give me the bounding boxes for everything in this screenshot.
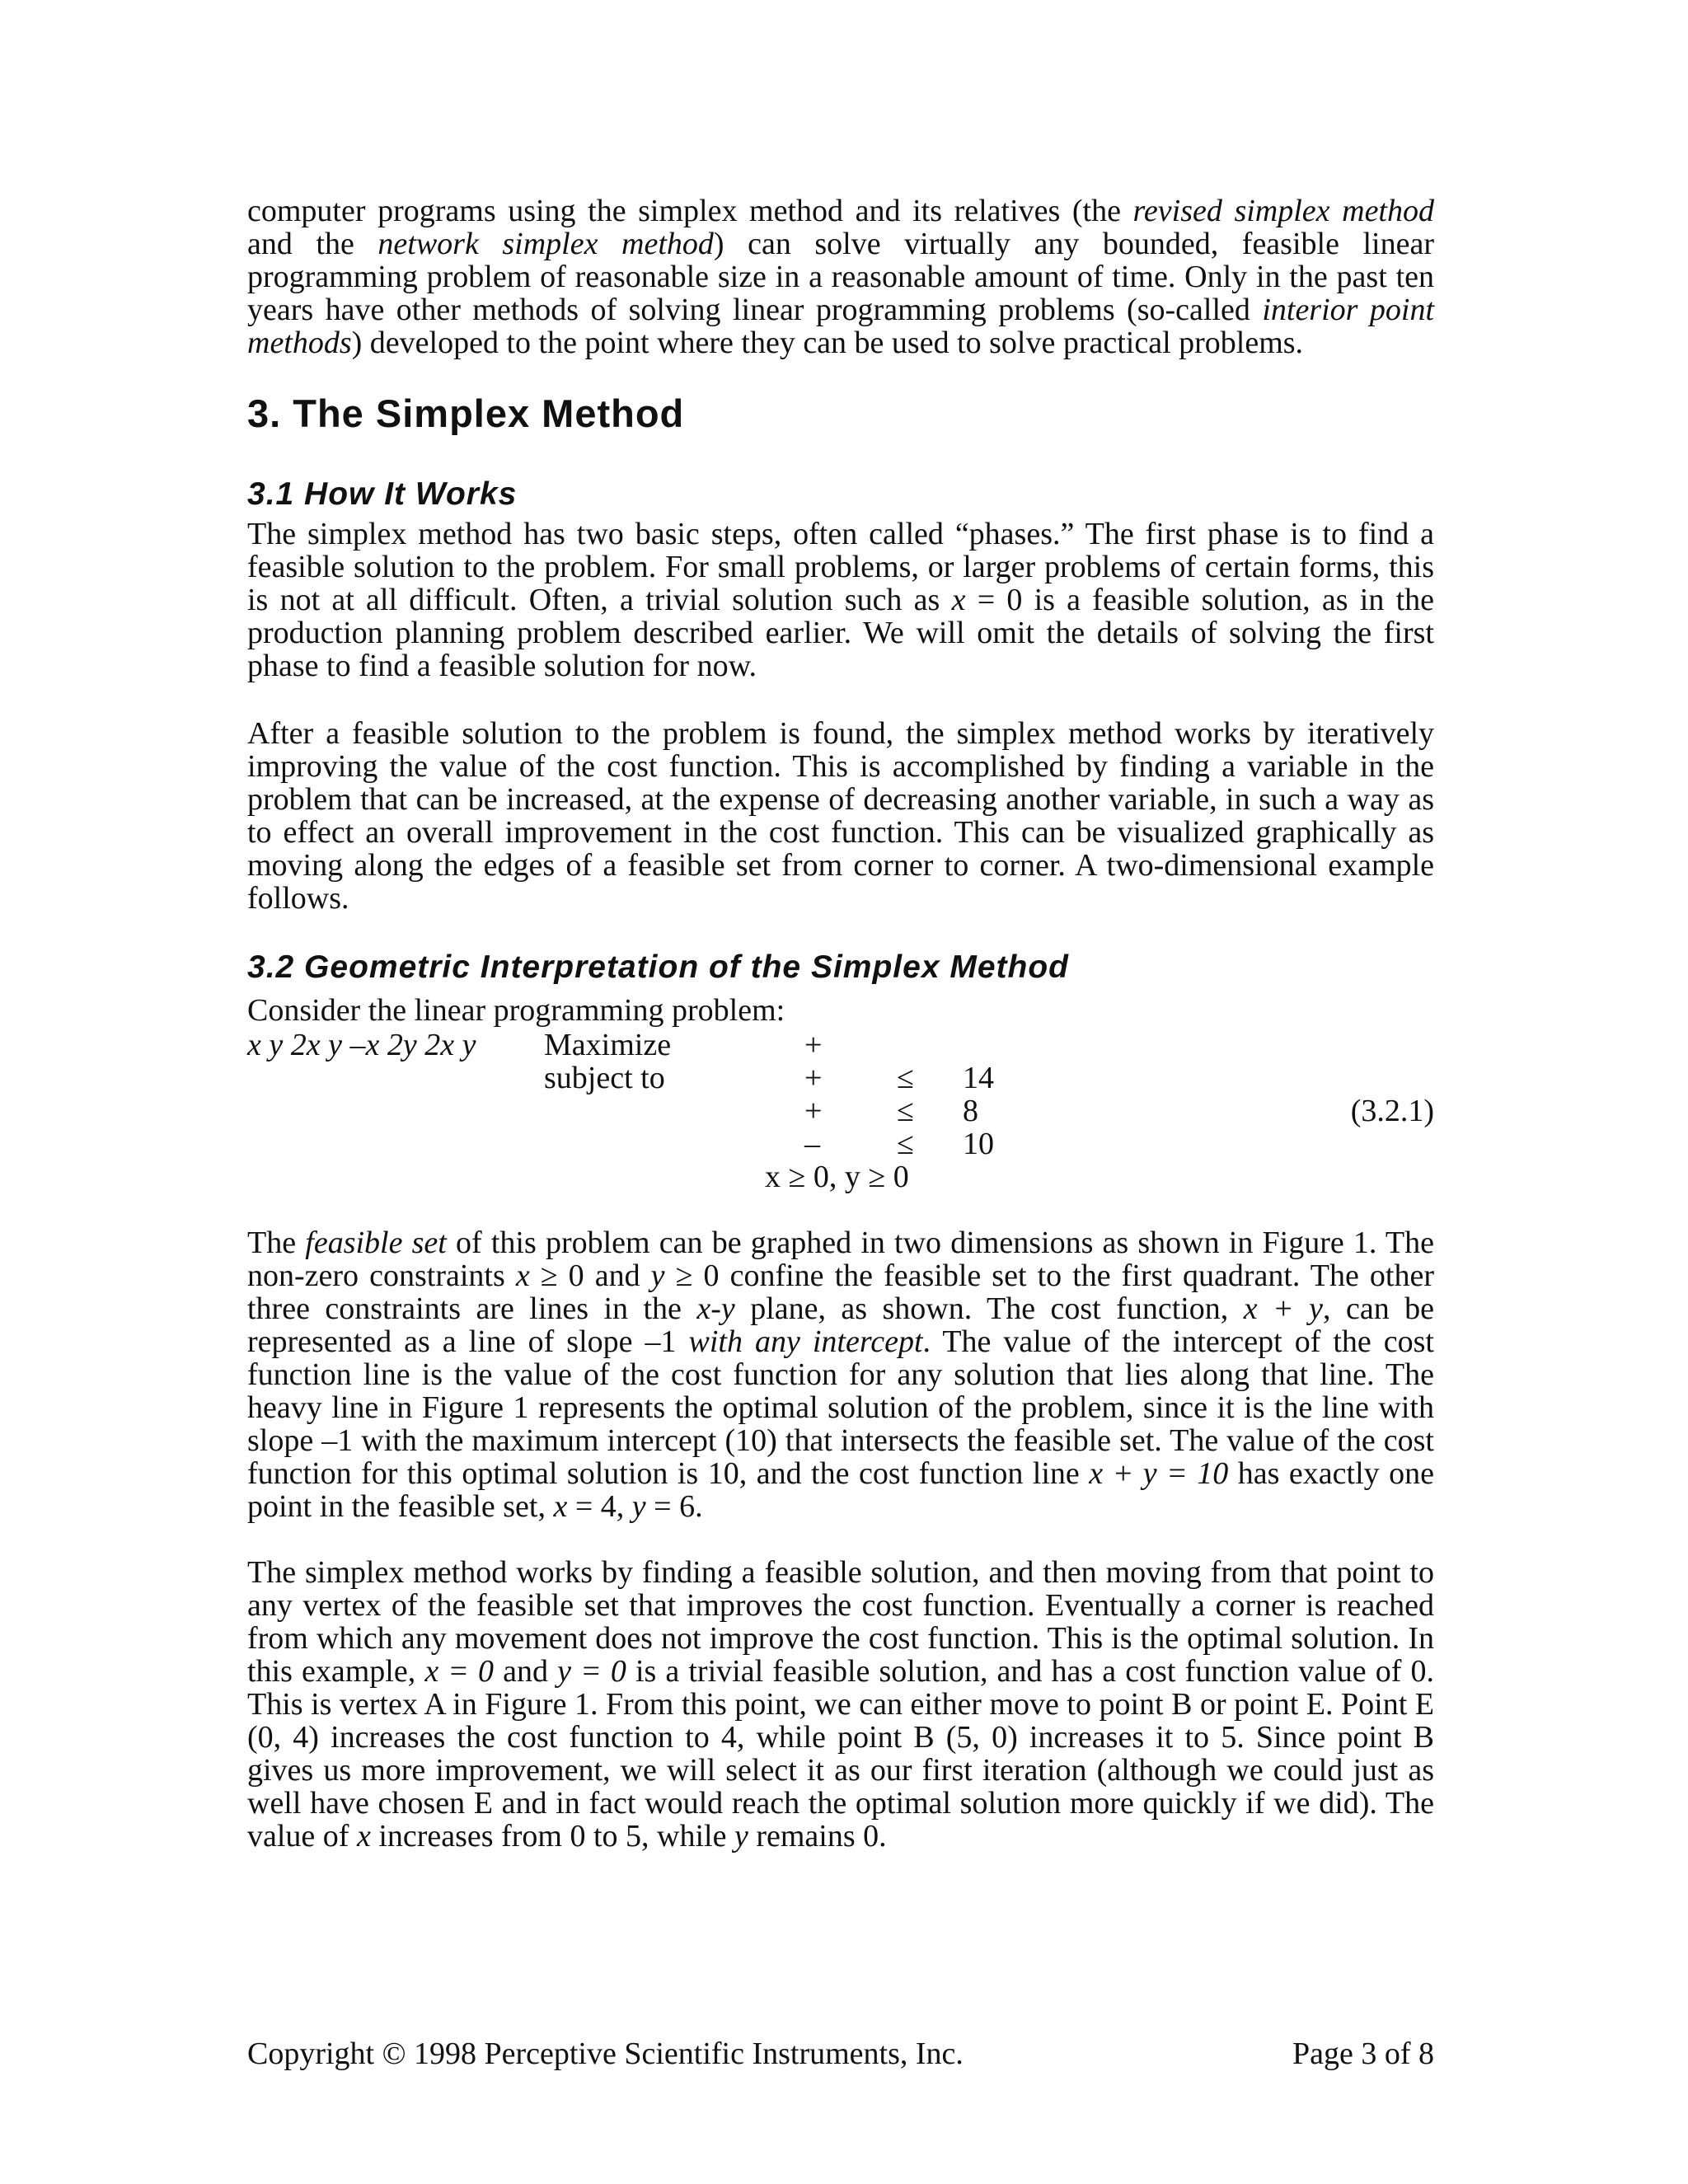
lp-rhs: 14 bbox=[963, 1061, 994, 1095]
sub31-paragraph-1-block bbox=[247, 518, 1434, 682]
lp-op: – bbox=[804, 1127, 820, 1161]
emphasis: network simplex method bbox=[377, 227, 714, 261]
lp-term: x bbox=[247, 1028, 261, 1062]
text-run: of this problem can be graphed in two dimensions as shown in Figure 1. The non-zero constraints bbox=[247, 1226, 1435, 1293]
text-run: ≥ 0 confine the feasible set to the first quadrant. The other three constraints are lines in the bbox=[247, 1258, 1434, 1326]
text-run: and bbox=[494, 1654, 558, 1689]
subsection-heading: 3.1 How It Works bbox=[247, 476, 518, 512]
math-var: x bbox=[553, 1489, 568, 1524]
lp-op: + bbox=[804, 1028, 823, 1062]
emphasis: revised simplex method bbox=[1132, 194, 1434, 228]
lp-nonnegativity: x ≥ 0, y ≥ 0 bbox=[765, 1160, 909, 1194]
intro-block bbox=[247, 194, 1434, 359]
sub32-paragraph-1 bbox=[247, 1226, 1434, 1523]
subject-to-label: subject to bbox=[544, 1061, 665, 1095]
lp-term: y bbox=[462, 1028, 476, 1062]
lp-op: + bbox=[804, 1061, 823, 1095]
subsection-heading: 3.2 Geometric Interpretation of the Simplex Method bbox=[247, 949, 1069, 985]
text-run: . The value of the intercept of the cost function line is the value of the cost function for any solution that lies along that line. The heavy line in Figure 1 represents the optimal solution of the problem, since it is the line with slope –1 with the maximum intercept (10) that intersects the feasible set. The value of the cost function for this optimal solution is 10, and the cost function line bbox=[247, 1324, 1434, 1491]
text-run: = 0 is a feasible solution, as in the production planning problem described earlier. We will omit the details of solving the first phase to find a feasible solution for now. bbox=[247, 583, 1435, 683]
lp-term: 2x bbox=[290, 1028, 321, 1062]
sub31-paragraph-1 bbox=[247, 518, 1434, 682]
section-heading: 3. The Simplex Method bbox=[247, 391, 685, 435]
math-var: y bbox=[650, 1258, 665, 1293]
lp-term: y bbox=[328, 1028, 342, 1062]
sub31-paragraph-2: After a feasible solution to the problem is found, the simplex method works by iteratively improving the value of the cost function. This is accomplished by finding a variable in the problem that can be increased, at the expense of decreasing another variable, in such a way as to effect an overall improvement in the cost function. This can be visualized graphically as moving along the edges of a feasible set from corner to corner. A two-dimensional example follows. bbox=[247, 716, 1434, 916]
section-3-heading-block bbox=[247, 391, 1434, 436]
lp-rel: ≤ bbox=[897, 1094, 914, 1128]
sub32-paragraph-2 bbox=[247, 1556, 1434, 1853]
intro-paragraph bbox=[247, 194, 1434, 359]
lp-rhs: 8 bbox=[963, 1094, 978, 1128]
text-run: ) developed to the point where they can be used to solve practical problems. bbox=[351, 326, 1304, 360]
lp-problem bbox=[247, 1027, 1434, 1225]
lp-rel: ≤ bbox=[897, 1061, 914, 1095]
maximize-label: Maximize bbox=[544, 1028, 672, 1062]
text-run: computer programs using the simplex method and its relatives (the bbox=[247, 194, 1133, 228]
sub32-paragraph-1-block bbox=[247, 1226, 1434, 1523]
subsection-3-2-heading-block bbox=[247, 949, 1434, 986]
text-run: remains 0. bbox=[748, 1819, 887, 1854]
math-var: x bbox=[356, 1819, 371, 1854]
copyright-notice: Copyright © 1998 Perceptive Scientific Instruments, Inc. bbox=[247, 2036, 964, 2071]
math-expression: x = 0 bbox=[424, 1654, 495, 1689]
math-var: x-y bbox=[696, 1291, 735, 1326]
text-run: plane, as shown. The cost function, bbox=[734, 1291, 1244, 1326]
text-run: has exactly one point in the feasible set, bbox=[247, 1456, 1434, 1524]
text-run: and the bbox=[247, 227, 378, 261]
sub31-paragraph-2-block bbox=[247, 717, 1434, 915]
lp-formulation bbox=[247, 1027, 1434, 1225]
math-var: x bbox=[515, 1258, 530, 1293]
text-run: = 4, bbox=[567, 1489, 632, 1524]
text-run: ≥ 0 and bbox=[529, 1258, 651, 1293]
lp-term: 2x bbox=[424, 1028, 455, 1062]
page-footer bbox=[247, 2036, 1434, 2072]
math-var: y bbox=[734, 1819, 748, 1854]
emphasis: with any intercept bbox=[688, 1324, 923, 1359]
text-run: increases from 0 to 5, while bbox=[370, 1819, 734, 1854]
math-var: y bbox=[631, 1489, 646, 1524]
lp-term: 2y bbox=[387, 1028, 417, 1062]
math-expression: x + y = 10 bbox=[1089, 1456, 1229, 1491]
lp-rhs: 10 bbox=[963, 1127, 994, 1161]
math-var: x bbox=[951, 583, 966, 617]
emphasis: feasible set bbox=[305, 1226, 447, 1260]
sub32-lead: Consider the linear programming problem: bbox=[247, 993, 785, 1028]
text-run: ) can solve virtually any bounded, feasible linear programming problem of reasonable size in a reasonable amount of time. Only in the past ten years have other methods of solving linear programming problems (so-called bbox=[247, 227, 1434, 327]
lp-op: + bbox=[804, 1094, 823, 1128]
math-expression: y = 0 bbox=[557, 1654, 626, 1689]
text-run: The simplex method works by finding a feasible solution, and then moving from that point to any vertex of the feasible set that improves the cost function. Eventually a corner is reached from which any movement does not improve the cost function. This is the optimal solution. In this example, bbox=[247, 1555, 1434, 1689]
sub32-lead-block bbox=[247, 994, 1434, 1027]
emphasis: interior point methods bbox=[247, 293, 1435, 360]
equation-number: (3.2.1) bbox=[1350, 1094, 1434, 1128]
lp-term: –x bbox=[349, 1028, 380, 1062]
math-expression: x + y bbox=[1243, 1291, 1324, 1326]
text-run: = 6. bbox=[645, 1489, 703, 1524]
text-run: The simplex method has two basic steps, often called “phases.” The first phase is to find a feasible solution to the problem. For small problems, or larger problems of certain forms, this is not at all difficult. Often, a trivial solution such as bbox=[247, 517, 1434, 617]
page-number: Page 3 of 8 bbox=[1292, 2036, 1434, 2071]
sub32-paragraph-2-block bbox=[247, 1556, 1434, 1853]
text-run: The bbox=[247, 1226, 306, 1260]
lp-rel: ≤ bbox=[897, 1127, 914, 1161]
lp-term: y bbox=[269, 1028, 284, 1062]
text-run: , can be represented as a line of slope –1 bbox=[247, 1291, 1434, 1359]
text-run: is a trivial feasible solution, and has a cost function value of 0. This is vertex A in Figure 1. From this point, we can either move to point B or point E. Point E (0, 4) increases the cost function to 4, while point B (5, 0) increases it to 5. Since point B gives us more improvement, we will select it as our first iteration (although we could just as well have chosen E and in fact would reach the optimal solution more quickly if we did). The value of bbox=[247, 1654, 1434, 1854]
subsection-3-1-heading-block bbox=[247, 476, 1434, 513]
